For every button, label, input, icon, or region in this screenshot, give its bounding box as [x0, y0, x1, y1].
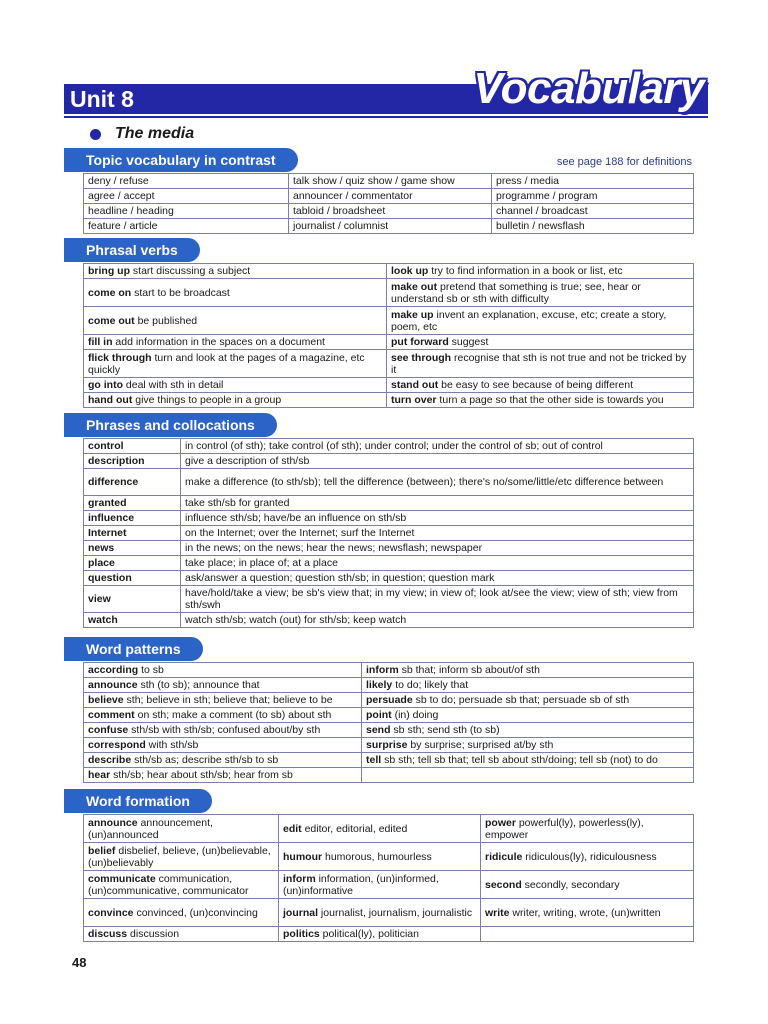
table-cell: [362, 768, 694, 783]
collocations-cell: in the news; on the news; hear the news; newsflash; newspaper: [181, 541, 694, 556]
table-row: [84, 663, 694, 678]
table-cell: [362, 753, 694, 768]
table-cell: [362, 708, 694, 723]
vocabulary-title: Vocabulary: [473, 64, 704, 113]
table-cell: programme / program: [492, 189, 694, 204]
table-row: [84, 753, 694, 768]
definition: be easy to see because of being different: [438, 379, 634, 391]
definition: sb sth; tell sb that; tell sb about sth/doing; tell sb (not) to do: [381, 754, 658, 766]
table-row: [84, 469, 694, 496]
headword-cell: view: [84, 586, 181, 613]
table-cell: [279, 927, 481, 942]
definition: editor, editorial, edited: [301, 822, 408, 835]
table-cell: [84, 815, 279, 843]
definition: try to find information in a book or list, etc: [428, 265, 623, 277]
table-cell: [84, 663, 362, 678]
definition: start discussing a subject: [130, 265, 251, 277]
definition: sth/sb with sth/sb; confused about/by sth: [128, 724, 321, 736]
table-cell: tabloid / broadsheet: [289, 204, 492, 219]
definition: give things to people in a group: [132, 394, 282, 406]
table-row: [84, 335, 694, 350]
headword-cell: influence: [84, 511, 181, 526]
table-cell: [387, 350, 694, 378]
headword: inform: [283, 872, 316, 885]
headword: see through: [391, 351, 452, 364]
headword: inform: [366, 664, 399, 676]
table-cell: [362, 693, 694, 708]
table-cell: [84, 843, 279, 871]
headword: come on: [88, 286, 132, 299]
section-word-patterns-heading: Word patterns: [64, 637, 203, 661]
table-cell: [387, 279, 694, 307]
table-cell: [387, 378, 694, 393]
definition: add information in the spaces on a document: [112, 336, 325, 348]
table-row: [84, 439, 694, 454]
word-formation-table: [83, 814, 694, 942]
table-cell: [84, 753, 362, 768]
table-cell: bulletin / newsflash: [492, 219, 694, 234]
headword: correspond: [88, 739, 146, 751]
definition: disbelief, believe, (un)believable, (un)believably: [88, 844, 271, 869]
table-row: [84, 899, 694, 927]
collocations-cell: watch sth/sb; watch (out) for sth/sb; keep watch: [181, 613, 694, 628]
topic-title: The media: [115, 125, 195, 142]
definition: humorous, humourless: [322, 850, 432, 863]
headword: belief: [88, 844, 116, 857]
page-number: 48: [72, 955, 87, 970]
definition: sth/sb; hear about sth/sb; hear from sb: [110, 769, 293, 781]
table-cell: [84, 738, 362, 753]
collocations-cell: ask/answer a question; question sth/sb; in question; question mark: [181, 571, 694, 586]
table-row: [84, 927, 694, 942]
headword-cell: difference: [84, 469, 181, 496]
headword: stand out: [391, 379, 439, 391]
headword: describe: [88, 754, 132, 766]
definition: invent an explanation, excuse, etc; create a story, poem, etc: [391, 308, 667, 333]
table-row: [84, 738, 694, 753]
table-cell: [481, 899, 694, 927]
headword: ridicule: [485, 850, 523, 863]
collocations-cell: in control (of sth); take control (of sth); under control; under the control of sb; out of control: [181, 439, 694, 454]
table-cell: [481, 871, 694, 899]
definition: sb that; inform sb about/of sth: [398, 664, 540, 676]
definition: writer, writing, wrote, (un)written: [509, 906, 661, 919]
table-cell: deny / refuse: [84, 174, 289, 189]
table-cell: [481, 843, 694, 871]
table-row: [84, 454, 694, 469]
headword-cell: description: [84, 454, 181, 469]
table-cell: [84, 378, 387, 393]
collocations-cell: on the Internet; over the Internet; surf the Internet: [181, 526, 694, 541]
table-cell: [387, 335, 694, 350]
headword: power: [485, 816, 516, 829]
definitions-note: see page 188 for definitions: [556, 156, 692, 168]
table-cell: [84, 693, 362, 708]
headword: edit: [283, 822, 302, 835]
headword: surprise: [366, 739, 408, 751]
table-row: [84, 871, 694, 899]
headword: make up: [391, 308, 434, 321]
table-cell: [481, 815, 694, 843]
headword-cell: question: [84, 571, 181, 586]
definition: sth/sb as; describe sth/sb to sb: [131, 754, 279, 766]
table-cell: [84, 307, 387, 335]
table-cell: [84, 393, 387, 408]
phrasal-verbs-table: [83, 263, 694, 408]
table-cell: announcer / commentator: [289, 189, 492, 204]
table-cell: channel / broadcast: [492, 204, 694, 219]
definition: sth; believe in sth; believe that; believe to be: [123, 694, 333, 706]
headword: send: [366, 724, 391, 736]
definition: be published: [134, 314, 198, 327]
table-row: [84, 768, 694, 783]
table-row: [84, 723, 694, 738]
table-cell: agree / accept: [84, 189, 289, 204]
table-cell: [279, 815, 481, 843]
headword: persuade: [366, 694, 413, 706]
definition: information, (un)informed, (un)informative: [283, 872, 439, 897]
collocations-cell: take sth/sb for granted: [181, 496, 694, 511]
headword: confuse: [88, 724, 129, 736]
table-row: [84, 350, 694, 378]
headword: believe: [88, 694, 124, 706]
headword: put forward: [391, 336, 449, 348]
headword-cell: control: [84, 439, 181, 454]
headword-cell: news: [84, 541, 181, 556]
headword: announce: [88, 679, 138, 691]
table-cell: [84, 899, 279, 927]
table-cell: [362, 663, 694, 678]
bullet-icon: [90, 129, 101, 140]
table-row: [84, 541, 694, 556]
definition: turn a page so that the other side is towards you: [436, 394, 664, 406]
definition: political(ly), politician: [319, 928, 419, 940]
headword: according: [88, 664, 139, 676]
definition: discussion: [127, 928, 180, 940]
collocations-cell: give a description of sth/sb: [181, 454, 694, 469]
definition: with sth/sb: [145, 739, 199, 751]
table-cell: [362, 723, 694, 738]
table-cell: [362, 738, 694, 753]
table-row: [84, 708, 694, 723]
definition: ridiculous(ly), ridiculousness: [522, 850, 657, 863]
table-cell: press / media: [492, 174, 694, 189]
definition: convinced, (un)convincing: [133, 906, 258, 919]
phrases-table: [83, 438, 694, 628]
table-row: [84, 693, 694, 708]
table-row: [84, 586, 694, 613]
definition: suggest: [448, 336, 489, 348]
table-row: [84, 613, 694, 628]
headword: go into: [88, 379, 123, 391]
headword: comment: [88, 709, 135, 721]
headword: communicate: [88, 872, 156, 885]
headword: politics: [283, 928, 320, 940]
headword: hear: [88, 769, 111, 781]
table-cell: talk show / quiz show / game show: [289, 174, 492, 189]
table-row: [84, 307, 694, 335]
definition: deal with sth in detail: [123, 379, 224, 391]
table-row: [84, 378, 694, 393]
definition: recognise that sth is not true and not be tricked by it: [391, 351, 687, 376]
definition: by surprise; surprised at/by sth: [407, 739, 554, 751]
definition: turn and look at the pages of a magazine, etc quickly: [88, 351, 365, 376]
table-cell: [84, 708, 362, 723]
table-row: [84, 219, 694, 234]
table-row: [84, 526, 694, 541]
section-topic-vocab-heading: Topic vocabulary in contrast: [64, 148, 298, 172]
headword: come out: [88, 314, 135, 327]
topic-row: [90, 124, 194, 144]
table-cell: [84, 871, 279, 899]
table-cell: [84, 350, 387, 378]
table-cell: headline / heading: [84, 204, 289, 219]
table-row: [84, 496, 694, 511]
word-patterns-table: [83, 662, 694, 783]
section-phrases-heading: Phrases and collocations: [64, 413, 277, 437]
headword: humour: [283, 850, 323, 863]
definition: sb sth; send sth (to sb): [390, 724, 500, 736]
headword: bring up: [88, 265, 130, 277]
headword-cell: Internet: [84, 526, 181, 541]
table-row: [84, 815, 694, 843]
headword: convince: [88, 906, 134, 919]
definition: (in) doing: [391, 709, 439, 721]
table-cell: [84, 279, 387, 307]
definition: to do; likely that: [392, 679, 469, 691]
headword: write: [485, 906, 510, 919]
definition: pretend that something is true; see, hear or understand sb or sth with difficulty: [391, 280, 641, 305]
headword: point: [366, 709, 392, 721]
definition: sb to do; persuade sb that; persuade sb of sth: [412, 694, 630, 706]
table-cell: [84, 768, 362, 783]
table-cell: [387, 307, 694, 335]
table-row: [84, 678, 694, 693]
table-row: [84, 204, 694, 219]
table-cell: [84, 927, 279, 942]
table-cell: [387, 264, 694, 279]
table-cell: [481, 927, 694, 942]
headword-cell: watch: [84, 613, 181, 628]
table-row: [84, 843, 694, 871]
table-row: [84, 511, 694, 526]
headword: fill in: [88, 336, 113, 348]
headword: journal: [283, 906, 319, 919]
table-cell: [279, 843, 481, 871]
section-word-formation-heading: Word formation: [64, 789, 212, 813]
headword: tell: [366, 754, 382, 766]
definition: communication, (un)communicative, communicator: [88, 872, 249, 897]
table-cell: [387, 393, 694, 408]
headword: announce: [88, 816, 138, 829]
table-row: [84, 264, 694, 279]
headword: turn over: [391, 394, 437, 406]
headword: second: [485, 878, 522, 891]
table-row: [84, 556, 694, 571]
headword: flick through: [88, 351, 152, 364]
table-cell: [279, 871, 481, 899]
definition: journalist, journalism, journalistic: [318, 906, 473, 919]
table-row: [84, 571, 694, 586]
definition: sth (to sb); announce that: [137, 679, 260, 691]
table-cell: [84, 264, 387, 279]
table-cell: journalist / columnist: [289, 219, 492, 234]
headword: hand out: [88, 394, 133, 406]
definition: powerful(ly), powerless(ly), empower: [485, 816, 644, 841]
table-row: [84, 393, 694, 408]
definition: announcement, (un)announced: [88, 816, 213, 841]
table-cell: [84, 678, 362, 693]
headword: discuss: [88, 928, 128, 940]
table-cell: [362, 678, 694, 693]
unit-title: Unit 8: [70, 86, 134, 112]
collocations-cell: take place; in place of; at a place: [181, 556, 694, 571]
header-underline: [64, 116, 708, 118]
definition: to sb: [138, 664, 164, 676]
headword-cell: place: [84, 556, 181, 571]
collocations-cell: have/hold/take a view; be sb's view that; in my view; in view of; look at/see the view; view of sth; view from sth/swh: [181, 586, 694, 613]
table-row: [84, 174, 694, 189]
table-cell: feature / article: [84, 219, 289, 234]
table-row: [84, 189, 694, 204]
table-cell: [84, 723, 362, 738]
definition: secondly, secondary: [521, 878, 620, 891]
collocations-cell: make a difference (to sth/sb); tell the difference (between); there's no/some/little/etc difference between: [181, 469, 694, 496]
headword: make out: [391, 280, 438, 293]
section-phrasal-verbs-heading: Phrasal verbs: [64, 238, 200, 262]
definition: start to be broadcast: [131, 286, 230, 299]
definition: on sth; make a comment (to sb) about sth: [134, 709, 332, 721]
table-cell: [279, 899, 481, 927]
collocations-cell: influence sth/sb; have/be an influence on sth/sb: [181, 511, 694, 526]
table-row: [84, 279, 694, 307]
headword: look up: [391, 265, 429, 277]
topic-vocab-table: [83, 173, 694, 234]
table-cell: [84, 335, 387, 350]
headword: likely: [366, 679, 393, 691]
headword-cell: granted: [84, 496, 181, 511]
